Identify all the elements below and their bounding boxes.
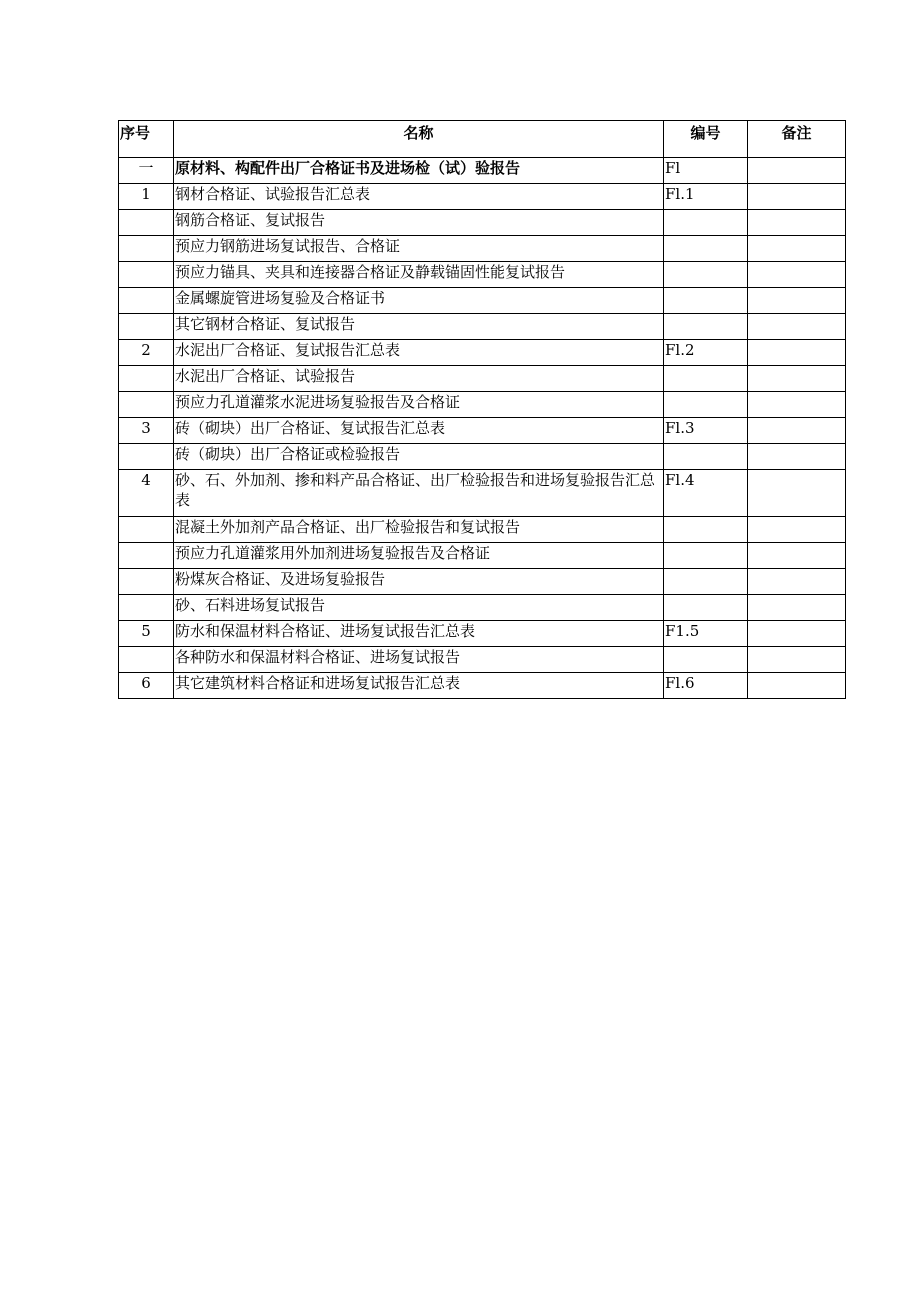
- row-code: [664, 288, 748, 314]
- table-header-row: [119, 121, 846, 158]
- row-seq: 1: [119, 184, 174, 210]
- table-row: [119, 418, 846, 444]
- row-name: 防水和保温材料合格证、进场复试报告汇总表: [174, 621, 664, 647]
- row-name: 原材料、构配件出厂合格证书及进场检（试）验报告: [174, 158, 664, 184]
- row-note: [748, 340, 846, 366]
- row-seq: [119, 288, 174, 314]
- header-code: 编号: [664, 121, 748, 158]
- table-row: [119, 595, 846, 621]
- row-note: [748, 314, 846, 340]
- row-code: F1.5: [664, 621, 748, 647]
- row-note: [748, 470, 846, 517]
- row-note: [748, 673, 846, 699]
- row-seq: [119, 569, 174, 595]
- row-seq: 一: [119, 158, 174, 184]
- table-row: [119, 517, 846, 543]
- row-name: 预应力孔道灌浆用外加剂进场复验报告及合格证: [174, 543, 664, 569]
- row-name: 其它建筑材料合格证和进场复试报告汇总表: [174, 673, 664, 699]
- row-code: Fl.1: [664, 184, 748, 210]
- row-code: [664, 543, 748, 569]
- table-row: [119, 288, 846, 314]
- row-code: [664, 569, 748, 595]
- table-row: [119, 470, 846, 517]
- row-seq: 6: [119, 673, 174, 699]
- row-seq: [119, 366, 174, 392]
- header-note: 备注: [748, 121, 846, 158]
- row-code: Fl.2: [664, 340, 748, 366]
- row-seq: 2: [119, 340, 174, 366]
- row-seq: [119, 444, 174, 470]
- header-seq: 序号: [119, 121, 174, 158]
- table-row: [119, 184, 846, 210]
- row-note: [748, 621, 846, 647]
- row-name: 砖（砌块）出厂合格证、复试报告汇总表: [174, 418, 664, 444]
- row-code: [664, 210, 748, 236]
- row-note: [748, 543, 846, 569]
- table-row: [119, 543, 846, 569]
- row-seq: [119, 210, 174, 236]
- row-code: [664, 647, 748, 673]
- row-seq: [119, 392, 174, 418]
- materials-table: [118, 120, 846, 699]
- table-row: [119, 647, 846, 673]
- row-note: [748, 569, 846, 595]
- row-code: [664, 236, 748, 262]
- table-row: [119, 392, 846, 418]
- row-seq: [119, 647, 174, 673]
- table-row: [119, 210, 846, 236]
- row-name: 砂、石、外加剂、掺和料产品合格证、出厂检验报告和进场复验报告汇总表: [174, 470, 664, 517]
- row-note: [748, 288, 846, 314]
- row-seq: [119, 543, 174, 569]
- row-code: [664, 314, 748, 340]
- row-note: [748, 262, 846, 288]
- row-name: 砂、石料进场复试报告: [174, 595, 664, 621]
- row-note: [748, 184, 846, 210]
- row-code: [664, 517, 748, 543]
- row-note: [748, 444, 846, 470]
- row-name: 各种防水和保温材料合格证、进场复试报告: [174, 647, 664, 673]
- table-row: [119, 262, 846, 288]
- header-name: 名称: [174, 121, 664, 158]
- row-name: 预应力锚具、夹具和连接器合格证及静载锚固性能复试报告: [174, 262, 664, 288]
- row-name: 混凝土外加剂产品合格证、出厂检验报告和复试报告: [174, 517, 664, 543]
- table-row: [119, 314, 846, 340]
- row-name: 钢筋合格证、复试报告: [174, 210, 664, 236]
- table-row: [119, 621, 846, 647]
- row-name: 粉煤灰合格证、及进场复验报告: [174, 569, 664, 595]
- table-row: [119, 444, 846, 470]
- row-code: [664, 392, 748, 418]
- row-seq: 3: [119, 418, 174, 444]
- row-name: 砖（砌块）出厂合格证或检验报告: [174, 444, 664, 470]
- row-code: [664, 262, 748, 288]
- row-seq: [119, 236, 174, 262]
- row-seq: [119, 314, 174, 340]
- row-code: [664, 595, 748, 621]
- row-code: [664, 366, 748, 392]
- row-note: [748, 517, 846, 543]
- table-row: [119, 340, 846, 366]
- row-seq: 4: [119, 470, 174, 517]
- row-note: [748, 366, 846, 392]
- row-name: 金属螺旋管进场复验及合格证书: [174, 288, 664, 314]
- row-note: [748, 595, 846, 621]
- row-seq: [119, 517, 174, 543]
- table-row: [119, 158, 846, 184]
- table-row: [119, 236, 846, 262]
- row-note: [748, 158, 846, 184]
- row-code: Fl.3: [664, 418, 748, 444]
- row-name: 预应力孔道灌浆水泥进场复验报告及合格证: [174, 392, 664, 418]
- row-name: 其它钢材合格证、复试报告: [174, 314, 664, 340]
- row-name: 钢材合格证、试验报告汇总表: [174, 184, 664, 210]
- table-row: [119, 673, 846, 699]
- row-name: 水泥出厂合格证、复试报告汇总表: [174, 340, 664, 366]
- row-note: [748, 210, 846, 236]
- row-seq: [119, 595, 174, 621]
- table-row: [119, 366, 846, 392]
- row-name: 预应力钢筋进场复试报告、合格证: [174, 236, 664, 262]
- row-seq: 5: [119, 621, 174, 647]
- row-code: Fl.6: [664, 673, 748, 699]
- row-name: 水泥出厂合格证、试验报告: [174, 366, 664, 392]
- row-code: Fl.4: [664, 470, 748, 517]
- row-note: [748, 418, 846, 444]
- row-note: [748, 236, 846, 262]
- row-note: [748, 647, 846, 673]
- row-note: [748, 392, 846, 418]
- row-code: Fl: [664, 158, 748, 184]
- row-seq: [119, 262, 174, 288]
- table-row: [119, 569, 846, 595]
- row-code: [664, 444, 748, 470]
